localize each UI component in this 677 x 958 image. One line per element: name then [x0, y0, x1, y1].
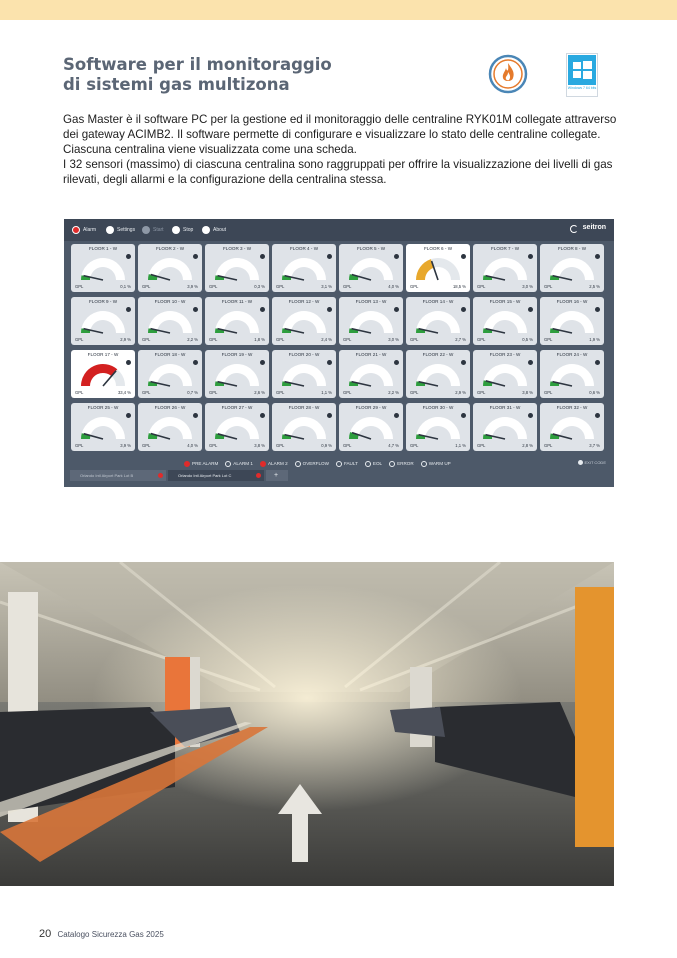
gas-flame-icon: [488, 54, 528, 94]
gas-gauge: [414, 254, 462, 282]
sensor-card[interactable]: [540, 297, 604, 345]
about-icon: [202, 226, 210, 234]
status-dot-icon: [421, 461, 427, 467]
sensor-value: 1,9 %: [589, 337, 600, 342]
legend-item: [260, 459, 288, 469]
gas-gauge: [548, 360, 596, 388]
gas-type-label: GPL: [343, 337, 352, 342]
brand-name: seitron: [582, 224, 606, 231]
gas-gauge: [548, 254, 596, 282]
sensor-card[interactable]: [205, 297, 269, 345]
settings-icon: [106, 226, 114, 234]
sensor-value: 2,6 %: [254, 390, 265, 395]
sensor-card[interactable]: [339, 297, 403, 345]
gas-gauge: [213, 307, 261, 335]
gas-gauge: [79, 413, 127, 441]
gas-type-label: GPL: [142, 390, 151, 395]
sensor-card[interactable]: [339, 244, 403, 292]
sensor-value: 1,1 %: [321, 390, 332, 395]
gas-type-label: GPL: [410, 337, 419, 342]
sensor-card[interactable]: [272, 403, 336, 451]
sensor-card[interactable]: [71, 244, 135, 292]
gas-type-label: GPL: [544, 443, 553, 448]
gas-gauge: [146, 307, 194, 335]
sensor-card[interactable]: [138, 350, 202, 398]
gas-gauge: [481, 360, 529, 388]
sensor-label: FLOOR 18 - W: [154, 352, 186, 357]
status-dot-icon: [225, 461, 231, 467]
parking-garage-photo: [0, 562, 614, 886]
sensor-label: FLOOR 17 - W: [87, 352, 119, 357]
sensor-card[interactable]: [339, 350, 403, 398]
sensor-value: 0,5 %: [522, 337, 533, 342]
legend-label: WARM UP: [428, 461, 451, 466]
sensor-label: FLOOR 14 - W: [422, 299, 454, 304]
sensor-card[interactable]: [272, 350, 336, 398]
sensor-label: FLOOR 23 - W: [489, 352, 521, 357]
gas-gauge: [347, 413, 395, 441]
sensor-label: FLOOR 8 - W: [557, 246, 587, 251]
toolbar-settings[interactable]: Settings: [106, 225, 135, 235]
intro-paragraph-1: Gas Master è il software PC per la gestione ed il monitoraggio delle centraline RYK01M collegate attraverso dei gateway ACIMB2. Il software permette di configurare e visualizzare lo stato delle centraline collegate.: [63, 113, 617, 141]
legend-item: [365, 459, 382, 469]
gas-gauge: [213, 413, 261, 441]
gas-type-label: GPL: [276, 443, 285, 448]
sensor-card[interactable]: [406, 350, 470, 398]
sensor-value: 3,7 %: [589, 443, 600, 448]
gas-type-label: GPL: [75, 443, 84, 448]
sensor-value: 2,7 %: [455, 337, 466, 342]
gas-type-label: GPL: [477, 284, 486, 289]
sensor-value: 2,4 %: [321, 337, 332, 342]
gauge-fill: [416, 259, 434, 280]
sensor-label: FLOOR 6 - W: [423, 246, 453, 251]
gas-type-label: GPL: [410, 390, 419, 395]
sensor-label: FLOOR 1 - W: [88, 246, 118, 251]
sensor-value: 33,4 %: [117, 390, 131, 395]
legend-label: ALARM 2: [267, 461, 288, 466]
sensor-label: FLOOR 11 - W: [221, 299, 253, 304]
sensor-value: 4,7 %: [388, 443, 399, 448]
sensor-card[interactable]: [138, 403, 202, 451]
gas-gauge: [79, 307, 127, 335]
gas-type-label: GPL: [75, 284, 84, 289]
sensor-label: FLOOR 10 - W: [154, 299, 186, 304]
gas-type-label: GPL: [544, 390, 553, 395]
title-line-2: di sistemi gas multizona: [63, 75, 290, 94]
gas-type-label: GPL: [477, 443, 486, 448]
sensor-value: 3,8 %: [254, 443, 265, 448]
sensor-value: 3,9 %: [187, 284, 198, 289]
legend-label: OVERFLOW: [302, 461, 329, 466]
sensor-label: FLOOR 28 - W: [288, 405, 320, 410]
sensor-value: 1,8 %: [254, 337, 265, 342]
gas-gauge: [146, 254, 194, 282]
sensor-value: 2,2 %: [388, 390, 399, 395]
sensor-card[interactable]: [406, 403, 470, 451]
sensor-card[interactable]: [540, 403, 604, 451]
sensor-label: FLOOR 19 - W: [221, 352, 253, 357]
gas-type-label: GPL: [343, 284, 352, 289]
gas-type-label: GPL: [410, 443, 419, 448]
gas-gauge: [481, 307, 529, 335]
status-dot-icon: [336, 461, 342, 467]
toolbar-alarm[interactable]: Alarm: [72, 225, 96, 235]
sensor-value: 0,1 %: [120, 284, 131, 289]
top-color-band: [0, 0, 677, 20]
start-icon: [142, 226, 150, 234]
gas-gauge: [146, 360, 194, 388]
gas-gauge: [347, 360, 395, 388]
gas-gauge: [280, 413, 328, 441]
sensor-card[interactable]: [473, 244, 537, 292]
sensor-value: 18,5 %: [452, 284, 466, 289]
sensor-card[interactable]: [473, 297, 537, 345]
gas-type-label: GPL: [544, 284, 553, 289]
sensor-value: 0,3 %: [254, 284, 265, 289]
sensor-label: FLOOR 12 - W: [288, 299, 320, 304]
sensor-label: FLOOR 4 - W: [289, 246, 319, 251]
sensor-card[interactable]: [138, 297, 202, 345]
gas-gauge: [548, 307, 596, 335]
gas-gauge: [79, 254, 127, 282]
legend-item: [295, 459, 329, 469]
sensor-card[interactable]: [406, 297, 470, 345]
sensor-value: 3,0 %: [388, 337, 399, 342]
intro-paragraph-3: I 32 sensori (massimo) di ciascuna centralina sono raggruppati per offrire la visualizzazione dei livelli di gas rilevati, degli allarmi e la configurazione della centralina stessa.: [63, 158, 613, 186]
sensor-card[interactable]: [71, 350, 135, 398]
gas-type-label: GPL: [276, 390, 285, 395]
add-tab-button[interactable]: +: [266, 470, 288, 481]
sensor-value: 2,9 %: [120, 337, 131, 342]
sensor-card[interactable]: [473, 403, 537, 451]
sensor-label: FLOOR 15 - W: [489, 299, 521, 304]
close-icon[interactable]: [158, 473, 163, 478]
gas-gauge: [280, 254, 328, 282]
gas-type-label: GPL: [142, 337, 151, 342]
gas-gauge: [347, 307, 395, 335]
sensor-value: 0,7 %: [187, 390, 198, 395]
windows-caption: Windows 7 64 bits: [567, 86, 597, 90]
sensor-card[interactable]: [71, 403, 135, 451]
sensor-label: FLOOR 21 - W: [355, 352, 387, 357]
gas-gauge: [481, 413, 529, 441]
sensor-value: 3,9 %: [120, 443, 131, 448]
sensor-card[interactable]: [205, 350, 269, 398]
page-footer: [39, 928, 164, 940]
legend-label: ERROR: [397, 461, 414, 466]
status-dot-icon: [295, 461, 301, 467]
sensor-card[interactable]: [272, 297, 336, 345]
gas-type-label: GPL: [544, 337, 553, 342]
sensor-label: FLOOR 7 - W: [490, 246, 520, 251]
page-title: [63, 55, 463, 95]
gas-gauge: [548, 413, 596, 441]
gas-gauge: [347, 254, 395, 282]
toolbar-start[interactable]: Start: [142, 225, 164, 235]
sensor-label: FLOOR 26 - W: [154, 405, 186, 410]
gas-type-label: GPL: [477, 390, 486, 395]
intro-text: [63, 112, 623, 187]
sensor-label: FLOOR 2 - W: [155, 246, 185, 251]
gauge-track: [431, 258, 460, 280]
sensor-label: FLOOR 24 - W: [556, 352, 588, 357]
sensor-card[interactable]: [473, 350, 537, 398]
gas-type-label: GPL: [343, 443, 352, 448]
gas-type-label: GPL: [142, 284, 151, 289]
gas-gauge: [414, 413, 462, 441]
status-dot-icon: [365, 461, 371, 467]
sensor-value: 1,1 %: [455, 443, 466, 448]
gas-type-label: GPL: [209, 443, 218, 448]
sensor-label: FLOOR 20 - W: [288, 352, 320, 357]
tab-site-2[interactable]: Orlando Intl Airport Park Lot C: [168, 470, 264, 481]
legend-label: ALARM 1: [233, 461, 253, 466]
gas-type-label: GPL: [477, 337, 486, 342]
gas-gauge: [481, 254, 529, 282]
status-dot-icon: [389, 461, 395, 467]
gas-gauge: [79, 360, 127, 388]
sensor-value: 0,6 %: [589, 390, 600, 395]
gas-type-label: GPL: [75, 390, 84, 395]
sensor-label: FLOOR 29 - W: [355, 405, 387, 410]
sensor-label: FLOOR 22 - W: [422, 352, 454, 357]
sensor-value: 3,8 %: [522, 390, 533, 395]
toolbar-about[interactable]: About: [202, 225, 226, 235]
gas-master-screenshot: [64, 219, 614, 487]
sensor-label: FLOOR 32 - W: [556, 405, 588, 410]
sensor-value: 4,0 %: [187, 443, 198, 448]
sensor-grid: [71, 244, 607, 452]
windows-badge: [566, 53, 598, 97]
legend-item: [421, 459, 451, 469]
sensor-value: 2,9 %: [455, 390, 466, 395]
sensor-value: 4,0 %: [388, 284, 399, 289]
gas-type-label: GPL: [75, 337, 84, 342]
legend-item: [336, 459, 358, 469]
exit-control[interactable]: EXIT CODE: [578, 460, 607, 465]
legend-item: [225, 459, 253, 469]
footer-text: Catalogo Sicurezza Gas 2025: [57, 930, 164, 939]
sensor-value: 3,1 %: [321, 284, 332, 289]
stop-icon: [172, 226, 180, 234]
sensor-value: 2,5 %: [589, 284, 600, 289]
sensor-value: 0,9 %: [321, 443, 332, 448]
sensor-card[interactable]: [71, 297, 135, 345]
sensor-label: FLOOR 5 - W: [356, 246, 386, 251]
sensor-card[interactable]: [205, 244, 269, 292]
gas-type-label: GPL: [343, 390, 352, 395]
sensor-value: 2,2 %: [187, 337, 198, 342]
gas-gauge: [414, 307, 462, 335]
sensor-label: FLOOR 25 - W: [87, 405, 119, 410]
sensor-label: FLOOR 9 - W: [88, 299, 118, 304]
sensor-label: FLOOR 16 - W: [556, 299, 588, 304]
sensor-card[interactable]: [272, 244, 336, 292]
tab-site-1[interactable]: Orlando Intl Airport Park Lot B: [70, 470, 166, 481]
sensor-label: FLOOR 13 - W: [355, 299, 387, 304]
gas-type-label: GPL: [276, 284, 285, 289]
alarm-icon: [72, 226, 80, 234]
sensor-card[interactable]: [205, 403, 269, 451]
gas-gauge: [213, 360, 261, 388]
gas-gauge: [414, 360, 462, 388]
windows-icon: [568, 55, 596, 85]
legend-label: FAULT: [343, 461, 358, 466]
gas-type-label: GPL: [209, 390, 218, 395]
status-legend: [184, 459, 484, 469]
sensor-card[interactable]: [540, 350, 604, 398]
sensor-card[interactable]: [339, 403, 403, 451]
sensor-value: 3,0 %: [522, 284, 533, 289]
legend-item: [389, 459, 414, 469]
title-line-1: Software per il monitoraggio: [63, 55, 332, 74]
app-toolbar: [64, 219, 614, 241]
gas-gauge: [280, 360, 328, 388]
legend-label: EOL: [372, 461, 383, 466]
legend-label: PRE ALARM: [192, 461, 219, 466]
gas-type-label: GPL: [276, 337, 285, 342]
close-icon[interactable]: [256, 473, 261, 478]
legend-item: [184, 459, 218, 469]
intro-paragraph-2: Ciascuna centralina viene visualizzata come una scheda.: [63, 143, 357, 156]
exit-icon: [578, 460, 583, 465]
gas-type-label: GPL: [209, 284, 218, 289]
gas-type-label: GPL: [209, 337, 218, 342]
sensor-label: FLOOR 3 - W: [222, 246, 252, 251]
sensor-value: 2,8 %: [522, 443, 533, 448]
gas-type-label: GPL: [410, 284, 419, 289]
sensor-card[interactable]: [540, 244, 604, 292]
sensor-label: FLOOR 27 - W: [221, 405, 253, 410]
status-dot-icon: [260, 461, 266, 467]
sensor-label: FLOOR 31 - W: [489, 405, 521, 410]
sensor-card[interactable]: [138, 244, 202, 292]
gas-type-label: GPL: [142, 443, 151, 448]
page-number: 20: [39, 928, 52, 940]
status-dot-icon: [184, 461, 190, 467]
gas-gauge: [146, 413, 194, 441]
sensor-label: FLOOR 30 - W: [422, 405, 454, 410]
sensor-card[interactable]: [406, 244, 470, 292]
gas-gauge: [280, 307, 328, 335]
gas-gauge: [213, 254, 261, 282]
seitron-logo-icon: [570, 225, 578, 233]
toolbar-stop[interactable]: Stop: [172, 225, 193, 235]
